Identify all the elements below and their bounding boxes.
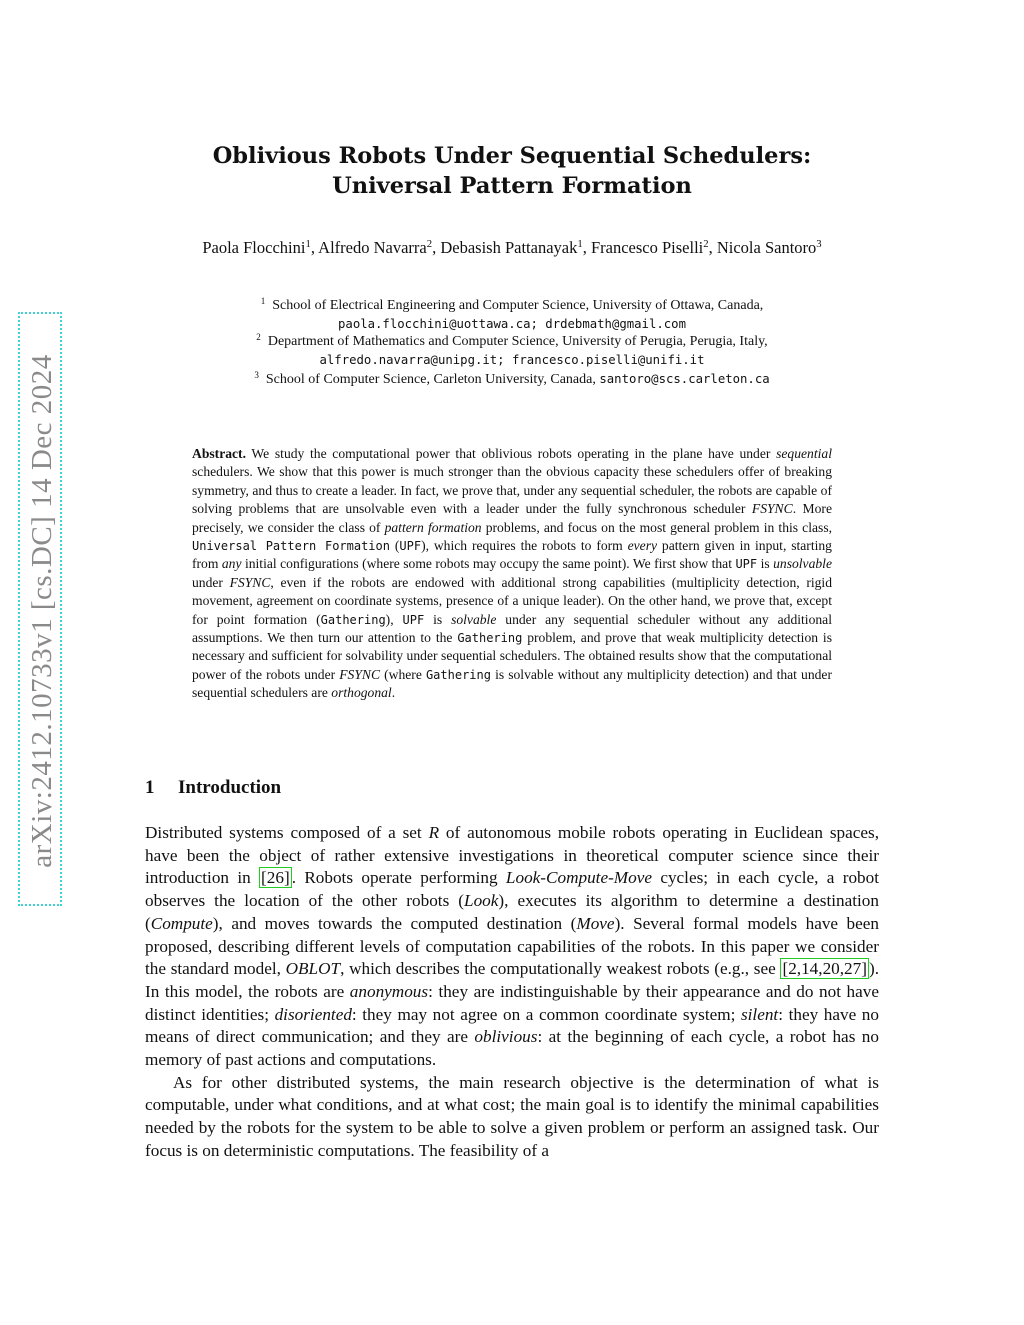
author-list: Paola Flocchini$^1$, Alfredo Navarra$^2$, Debasish Pattanayak$^1$, Francesco Piselli$^2$, Nicola Santoro$^3$ (202, 238, 822, 257)
robot-set-symbol: R (428, 823, 440, 842)
section-number: 1 (145, 777, 155, 798)
abstract-label: Abstract. (192, 446, 246, 461)
author-name: Alfredo Navarra (318, 238, 427, 257)
author-name: Francesco Piselli (590, 238, 704, 257)
affiliation-3: $^3$ School of Computer Science, Carleton University, Canada, santoro@scs.carleton.ca (254, 370, 770, 387)
paragraph: Distributed systems composed of a set R of autonomous mobile robots operating in Euclidean spaces, have been the object of rather extensive investigations in theoretical computer science since their introduction in [26] . Robots operate performing Look-Compute-Move cycles; in each cycle, a robot observes the location of the other robots (Look), executes its algorithm to determine a destination (Compute), and moves towards the computed destination (Move). Several formal models have been proposed, describing different levels of computation capabilities of the robots. In this paper we consider the standard model, OBLOT, which describes the computationally weakest robots (e.g., see [2,14,20,27] ). In this model, the robots are anonymous: they are indistinguishable by their appearance and do not have distinct identities; disoriented: they may not agree on a common coordinate system; silent: they have no means of direct communication; and they are oblivious: at the beginning of each cycle, a robot has no memory of past actions and computations. (145, 823, 879, 1070)
affiliation-emails: alfredo.navarra@unipg.it; francesco.piselli@unifi.it (319, 353, 705, 367)
affiliation-text: School of Electrical Engineering and Computer Science, University of Ottawa, Canada, (272, 298, 764, 313)
affiliation-2: $^2$ Department of Mathematics and Computer Science, University of Perugia, Perugia, Italy, alfredo.navarra@unipg.it; francesco.piselli@unifi.it (150, 333, 874, 369)
arxiv-id: arXiv:2412.10733v1 [cs.DC] 14 Dec 2024 (25, 354, 58, 868)
intro-body (145, 822, 879, 1163)
author-name: Debasish Pattanayak (440, 238, 578, 257)
affiliation-emails: paola.flocchini@uottawa.ca; drdebmath@gmail.com (338, 317, 686, 331)
author-name: Paola Flocchini (202, 238, 306, 257)
author-affil-mark: 3 (816, 238, 822, 251)
author-affil-mark: 1 (305, 238, 311, 251)
author-affil-mark: 2 (426, 238, 433, 251)
affiliation-text: School of Computer Science, Carleton University, Canada, (265, 372, 596, 387)
author-affil-mark: 2 (703, 238, 709, 251)
fsync-symbol: FSYNC (751, 501, 793, 517)
arxiv-stamp (18, 312, 62, 906)
title-line-1: Oblivious Robots Under Sequential Schedulers: (212, 143, 812, 169)
paragraph: As for other distributed systems, the main research objective is the determination of what is computable, under what conditions, and at what cost; the main goal is to identify the minimal capabilities needed by the robots for the system to be able to solve a given problem or perform an assigned task. Our focus is on deterministic computations. The feasibility of a (145, 1072, 879, 1160)
citation-link[interactable]: [2,14,20,27] (782, 959, 867, 979)
citation-link[interactable]: [26] (261, 868, 290, 888)
title-line-2: Universal Pattern Formation (332, 173, 692, 199)
affiliation-text: Department of Mathematics and Computer Science, University of Perugia, Perugia, Italy, (267, 334, 768, 349)
fsync-symbol: FSYNC (229, 574, 271, 590)
affiliation-1: $^1$ School of Electrical Engineering and Computer Science, University of Ottawa, Canada, paola.flocchini@uottawa.ca; drdebmath@gmail.com (150, 297, 874, 333)
abstract: Abstract. We study the computational power that oblivious robots operating in the plane have under sequential schedulers. We show that this power is much stronger than the obvious capacity these schedulers offer of breaking symmetry, and thus to create a leader. In fact, we prove that, under any sequential scheduler, the robots are capable of solving problems that are unsolvable even with a leader under the fully synchronous scheduler FSYNC. More precisely, we consider the class of pattern formation problems, and focus on the most general problem in this class, Universal Pattern Formation (UPF), which requires the robots to form every pattern given in input, starting from any initial configurations (where some robots may occupy the same point). We first show that UPF is unsolvable under FSYNC, even if the robots are endowed with additional strong capabilities (multiplicity detection, rigid movement, agreement on coordinate systems, presence of a unique leader). On the other hand, we prove that, except for point formation (Gathering), UPF is solvable under any sequential scheduler without any additional assumptions. We then turn our attention to the Gathering problem, and prove that weak multiplicity detection is necessary and sufficient for solvability under sequential schedulers. The obtained results show that the computational power of the robots under FSYNC (where Gathering is solvable without any multiplicity detection) and that under sequential schedulers are orthogonal. (192, 446, 833, 701)
fsync-symbol: FSYNC (339, 666, 381, 682)
author-affil-mark: 1 (577, 238, 583, 251)
section-title: Introduction (178, 777, 282, 798)
paper-title (180, 141, 844, 201)
affiliation-emails: santoro@scs.carleton.ca (599, 372, 770, 386)
oblot-symbol: OBLOT (285, 959, 341, 979)
section-heading (145, 776, 281, 800)
author-name: Nicola Santoro (716, 238, 817, 257)
